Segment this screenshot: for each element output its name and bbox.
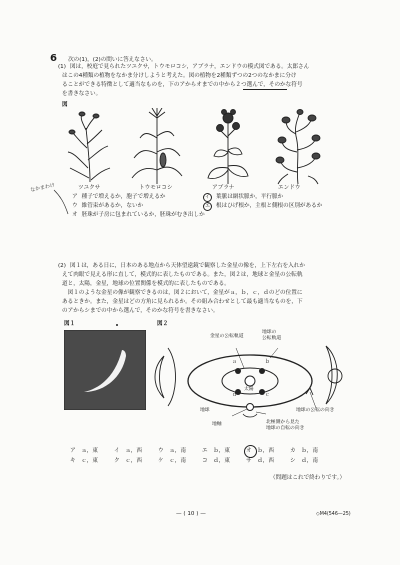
q2-line: 図１のような金星の像が観察できるのは，図２において，金星がａ，ｂ，ｃ，ｄのどの位置に	[62, 290, 303, 296]
choice-u	[72, 202, 143, 210]
label-pos-b: ｂ	[265, 360, 270, 365]
venus-phase-shape	[328, 369, 342, 383]
label-earth-orbit: 地球の 公転軌道	[262, 330, 282, 341]
label-pos-d: ｄ	[232, 393, 237, 398]
plants-figure	[60, 108, 340, 186]
choice-o	[72, 211, 205, 219]
venus-position-b	[259, 368, 265, 374]
endou-drawing	[276, 110, 320, 185]
figure-label: 図	[62, 102, 68, 108]
plant-name-endou: エンドウ	[278, 185, 301, 191]
choice-i	[203, 193, 283, 202]
handwritten-arrow	[52, 188, 72, 218]
q1-line: 図は，校庭で見られたツユクサ，トウモロコシ，アブラナ，エンドウの模式図である。太郎さん	[70, 64, 310, 70]
rotation-arrow	[243, 414, 257, 417]
q1-label: (1)	[58, 64, 66, 70]
label-pos-c: ｃ	[265, 393, 270, 398]
answer-choice: シ ｄ，南	[290, 458, 318, 464]
sun	[245, 376, 255, 386]
fig1-venus-image	[64, 330, 146, 410]
aburana-drawing	[208, 110, 248, 185]
answer-choice: ク ｃ，西	[114, 458, 142, 464]
choice-e	[203, 202, 322, 211]
page-code: ◇M4(546—25)	[316, 512, 351, 517]
answer-choice: サ ｄ，西	[246, 458, 274, 464]
choice-text: 維管束があるか，ないか	[81, 203, 144, 209]
answer-row-1	[70, 447, 334, 455]
q2-line: 道と，太陽，金星，地球の位置関係を模式的に表したものである。	[62, 281, 230, 287]
page-number: — ( 10 ) —	[176, 511, 206, 517]
answer-choice: キ ｃ，東	[70, 458, 98, 464]
q2-line: 図１は，ある日に，日本のある地点から天体望遠鏡で観察した金星の像を，上下左右を入れか	[70, 263, 305, 269]
answer-choice: イ ａ，西	[114, 448, 142, 454]
answer-choice: ア ａ，東	[70, 448, 98, 454]
question-intro: 次の(1)，(2)の問いに答えなさい。	[68, 57, 157, 63]
answer-choice: コ ｄ，東	[202, 458, 230, 464]
choice-a	[72, 193, 166, 201]
question-number: 6	[50, 53, 57, 64]
q2-label: (2)	[58, 263, 66, 269]
q2-line: えて肉眼で見える形に直して，模式的に表したものである。また，図２は，地球と金星の公転軌	[62, 272, 303, 278]
label-axis: 地軸	[212, 422, 222, 427]
choice-text: 根はひげ根か，主根と側根の区別があるか	[216, 203, 323, 209]
plant-name-aburana: アブラナ	[212, 185, 235, 191]
corn-drawing	[132, 108, 182, 184]
venus-phase-shape	[155, 356, 164, 398]
q1-line: ることができる特徴として適当なものを，下のアからオまでの中から２つ選んで，そのかな符号	[62, 82, 303, 88]
label-pos-a: ａ	[232, 360, 237, 365]
answer-choice: エ ｂ，東	[202, 448, 230, 454]
label-earth-revolution: 地球の公転の向き	[296, 408, 335, 413]
choice-text: 葉脈は網状脈か，平行脈か	[216, 194, 284, 200]
answer-choice: ウ ａ，南	[158, 448, 186, 454]
choice-mark: オ	[72, 212, 78, 218]
venus-phase-shape	[168, 348, 176, 406]
answer-row-2	[70, 457, 334, 465]
handwritten-note: なかまわけ	[29, 182, 56, 194]
label-earth: 地球	[200, 408, 210, 413]
q2-line: あるときか。また，金星はどの方角に見られるか。その組み合わせとして最も適当なものを，下	[62, 299, 303, 305]
label-earth-rotation: 北極側から見た 地球の自転の向き	[266, 420, 305, 431]
choice-mark-circled: エ	[204, 203, 210, 209]
underline-mark	[243, 89, 287, 90]
choice-mark-circled: イ	[204, 194, 210, 200]
answer-choice: ケ ｃ，南	[158, 458, 186, 464]
choice-mark: ウ	[72, 203, 78, 209]
fig2-label: 図２	[157, 321, 169, 327]
earth	[247, 404, 254, 411]
q1-line: を書きなさい。	[62, 91, 102, 97]
answer-choice-circled: オ ｂ，西	[246, 448, 274, 454]
tsuyukusa-drawing	[68, 112, 110, 182]
dot-mark	[116, 324, 118, 326]
fig1-label: 図１	[64, 321, 76, 327]
plant-name-tsuyukusa: ツユクサ	[78, 185, 101, 191]
choice-mark: ア	[72, 194, 78, 200]
q1-line: はこの4種類の植物をなかま分けしようと考えた。図の植物を2種類ずつの2つのなかまに分け	[62, 73, 297, 79]
venus-position-a	[235, 368, 241, 374]
answer-choice: カ ｂ，南	[290, 448, 318, 454]
end-note: （問題はこれで終わりです。）	[270, 475, 346, 481]
label-venus-orbit: 金星の公転軌道	[210, 334, 244, 339]
choice-text: 種子で増えるか，胞子で増えるか	[81, 194, 166, 200]
label-sun: 太陽	[244, 387, 254, 392]
choice-text: 胚珠が子房に包まれているか，胚珠がむき出しか	[81, 212, 205, 218]
q2-line: のアからシまでの中から選んで，そのかな符号を書きなさい。	[62, 308, 219, 314]
plant-name-corn: トウモロコシ	[139, 185, 173, 191]
